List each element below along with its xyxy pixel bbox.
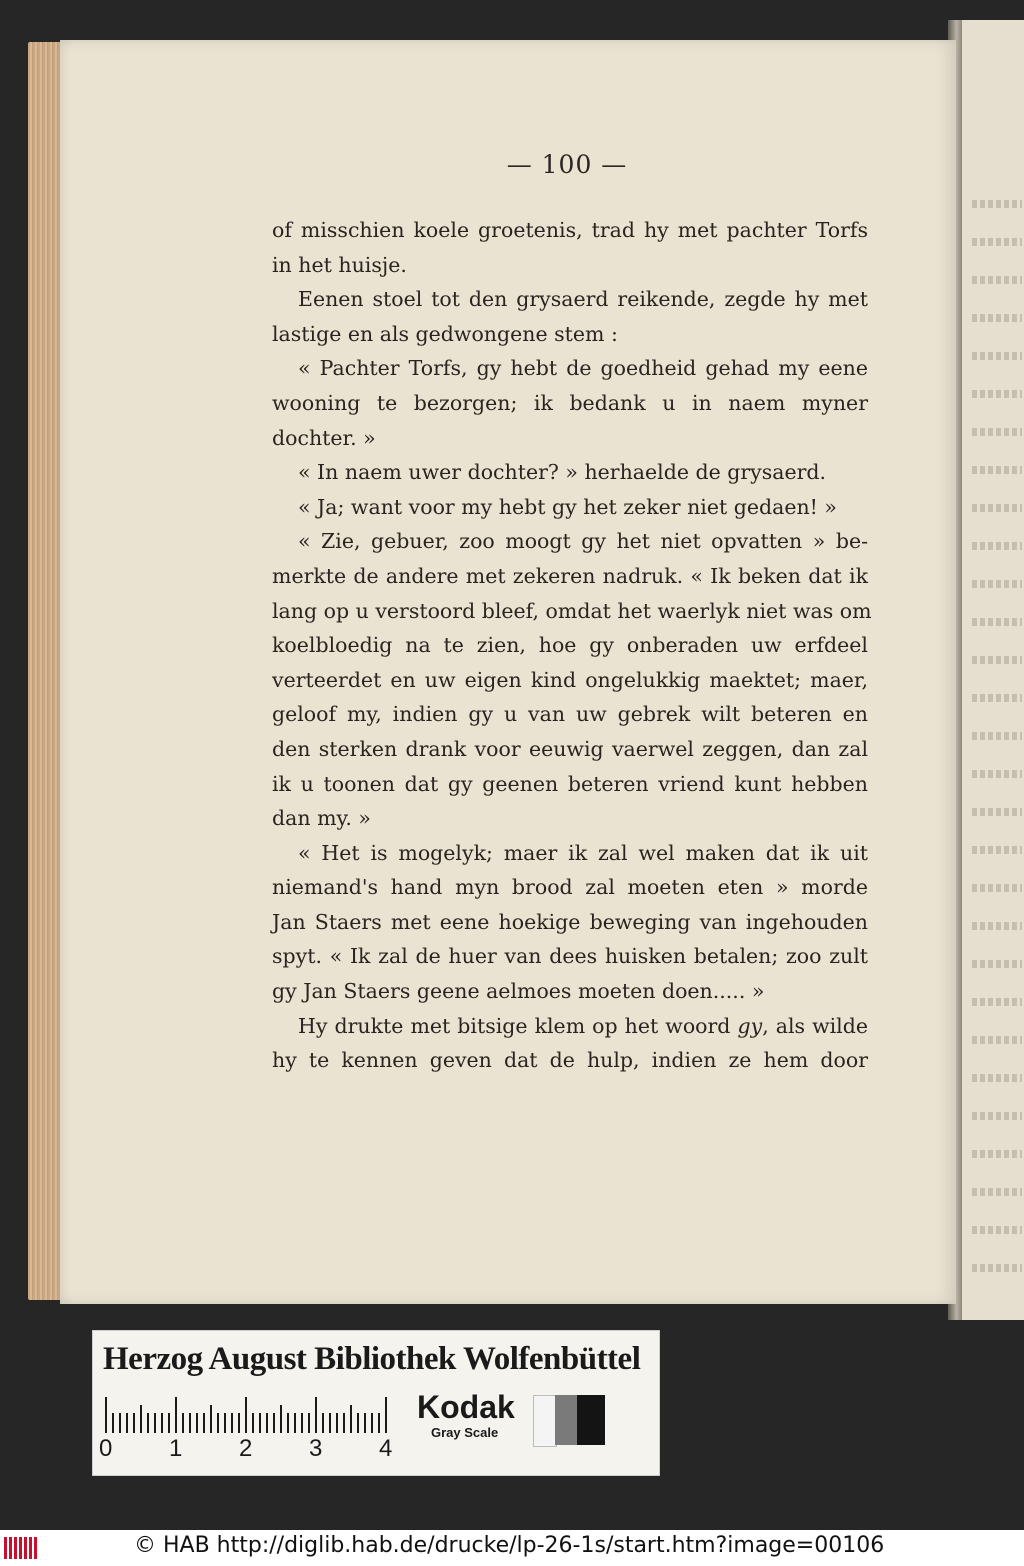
bleed-line (972, 504, 1022, 512)
text-line: in het huisje. (272, 252, 407, 277)
ruler-tick (189, 1413, 191, 1433)
bleed-line (972, 1074, 1022, 1082)
ruler-tick (238, 1413, 240, 1433)
ruler-tick (147, 1413, 149, 1433)
ruler-tick (301, 1413, 303, 1433)
bleed-line (972, 922, 1022, 930)
ruler-tick (217, 1413, 219, 1433)
ruler-number: 0 (99, 1435, 113, 1462)
ruler-tick (329, 1413, 331, 1433)
bleed-line (972, 390, 1022, 398)
ruler-tick (245, 1397, 247, 1433)
text-line: « Het is mogelyk; maer ik zal wel maken dat ik uit (298, 840, 868, 865)
bleed-line (972, 238, 1022, 246)
text-line: Jan Staers met eene hoekige beweging van ingehouden (272, 909, 868, 934)
text-line: « Zie, gebuer, zoo moogt gy het niet opvatten » be- (298, 529, 868, 554)
text-line: den sterken drank voor eeuwig vaerwel zeggen, dan zal (272, 736, 868, 761)
ruler-tick (259, 1413, 261, 1433)
ruler-tick (154, 1413, 156, 1433)
ruler-tick (224, 1413, 226, 1433)
bleed-line (972, 542, 1022, 550)
bleed-line (972, 618, 1022, 626)
ruler-number: 3 (309, 1435, 323, 1462)
bleed-line (972, 1036, 1022, 1044)
color-calibration-card (92, 1330, 660, 1476)
ruler-tick (266, 1413, 268, 1433)
page-text (272, 213, 872, 1078)
text-line: niemand's hand myn brood zal moeten eten » morde (272, 875, 868, 900)
bleed-line (972, 770, 1022, 778)
ruler-tick (126, 1413, 128, 1433)
text-line: dochter. » (272, 425, 376, 450)
ruler-tick (140, 1405, 142, 1433)
bleed-line (972, 732, 1022, 740)
bleed-line (972, 428, 1022, 436)
page-number: — 100 — (506, 150, 628, 179)
text-line: gy Jan Staers geene aelmoes moeten doen..... » (272, 979, 765, 1004)
ruler-tick (287, 1413, 289, 1433)
bleed-line (972, 1226, 1022, 1234)
ruler-tick (196, 1413, 198, 1433)
gray-step-light (533, 1395, 557, 1447)
text-line: Hy drukte met bitsige klem op het woord gy, als wilde (298, 1013, 868, 1038)
ruler-tick (182, 1413, 184, 1433)
ruler-tick (364, 1413, 366, 1433)
ruler-tick (280, 1405, 282, 1433)
ruler-tick (385, 1397, 387, 1433)
ruler-tick (105, 1397, 107, 1433)
bleed-line (972, 466, 1022, 474)
text-line: geloof my, indien gy u van uw gebrek wilt beteren en (272, 702, 868, 727)
ruler-tick (119, 1413, 121, 1433)
ruler-tick (322, 1413, 324, 1433)
ruler-tick (357, 1413, 359, 1433)
bleed-line (972, 352, 1022, 360)
bleed-line (972, 1188, 1022, 1196)
text-line: koelbloedig na te zien, hoe gy onberaden uw erfdeel (272, 633, 868, 658)
text-line: dan my. » (272, 806, 371, 831)
text-line: of misschien koele groetenis, trad hy met pachter Torfs (272, 218, 868, 242)
text-line: Eenen stoel tot den grysaerd reikende, zegde hy met (298, 287, 868, 312)
gray-step-dark (577, 1395, 605, 1445)
library-name: Herzog August Bibliothek Wolfenbüttel (103, 1341, 641, 1377)
kodak-logo: Kodak (417, 1389, 515, 1425)
ruler-tick (175, 1397, 177, 1433)
ruler-tick (231, 1413, 233, 1433)
ruler-tick (112, 1413, 114, 1433)
footer-bar (0, 1530, 1024, 1566)
ruler-tick (252, 1413, 254, 1433)
text-line: lang op u verstoord bleef, omdat het waerlyk niet was om (272, 598, 872, 623)
text-line: ik u toonen dat gy geenen beteren vriend kunt hebben (272, 771, 868, 796)
text-line: « Ja; want voor my hebt gy het zeker niet gedaen! » (298, 494, 837, 519)
facing-page-bleed (962, 20, 1024, 1320)
bleed-line (972, 200, 1022, 208)
bleed-line (972, 998, 1022, 1006)
ruler-tick (336, 1413, 338, 1433)
text-line: « In naem uwer dochter? » herhaelde de grysaerd. (298, 460, 827, 485)
text-line: spyt. « Ik zal de huer van dees huisken betalen; zoo zult (272, 944, 868, 969)
bleed-line (972, 884, 1022, 892)
ruler-tick (343, 1413, 345, 1433)
ruler-tick (210, 1405, 212, 1433)
bleed-line (972, 314, 1022, 322)
ruler-tick (168, 1413, 170, 1433)
ruler-tick (203, 1413, 205, 1433)
copyright-link[interactable]: © HAB http://diglib.hab.de/drucke/lp-26-1s/start.htm?image=00106 (134, 1533, 885, 1558)
ruler-numbers (99, 1435, 409, 1465)
ruler-tick (273, 1413, 275, 1433)
facing-page-edge (962, 20, 1024, 1320)
ruler-tick (315, 1397, 317, 1433)
ruler-tick (308, 1413, 310, 1433)
bleed-line (972, 846, 1022, 854)
ruler-tick (371, 1413, 373, 1433)
gray-step-mid (555, 1395, 577, 1445)
ruler-scale (105, 1397, 395, 1433)
text-line: hy te kennen geven dat de hulp, indien ze hem door (272, 1048, 868, 1073)
kodak-subtitle: Gray Scale (431, 1425, 499, 1440)
ruler-tick (133, 1413, 135, 1433)
ruler-tick (378, 1413, 380, 1433)
text-line: lastige en als gedwongene stem : (272, 321, 618, 346)
ruler-number: 4 (379, 1435, 393, 1462)
bleed-line (972, 1112, 1022, 1120)
text-line: verteerdet en uw eigen kind ongelukkig maektet; maer, (272, 667, 868, 692)
ruler-number: 1 (169, 1435, 183, 1462)
ruler-tick (161, 1413, 163, 1433)
bleed-line (972, 1150, 1022, 1158)
bleed-line (972, 960, 1022, 968)
bleed-line (972, 276, 1022, 284)
bleed-line (972, 808, 1022, 816)
hab-logo-icon (4, 1533, 44, 1563)
ruler-tick (294, 1413, 296, 1433)
bleed-line (972, 1264, 1022, 1272)
text-line: wooning te bezorgen; ik bedank u in naem myner (272, 390, 868, 415)
ruler-tick (350, 1405, 352, 1433)
text-line: merkte de andere met zekeren nadruk. « Ik beken dat ik (272, 563, 868, 588)
ruler-number: 2 (239, 1435, 253, 1462)
text-line: « Pachter Torfs, gy hebt de goedheid gehad my eene (298, 356, 868, 381)
bleed-line (972, 580, 1022, 588)
bleed-line (972, 694, 1022, 702)
bleed-line (972, 656, 1022, 664)
